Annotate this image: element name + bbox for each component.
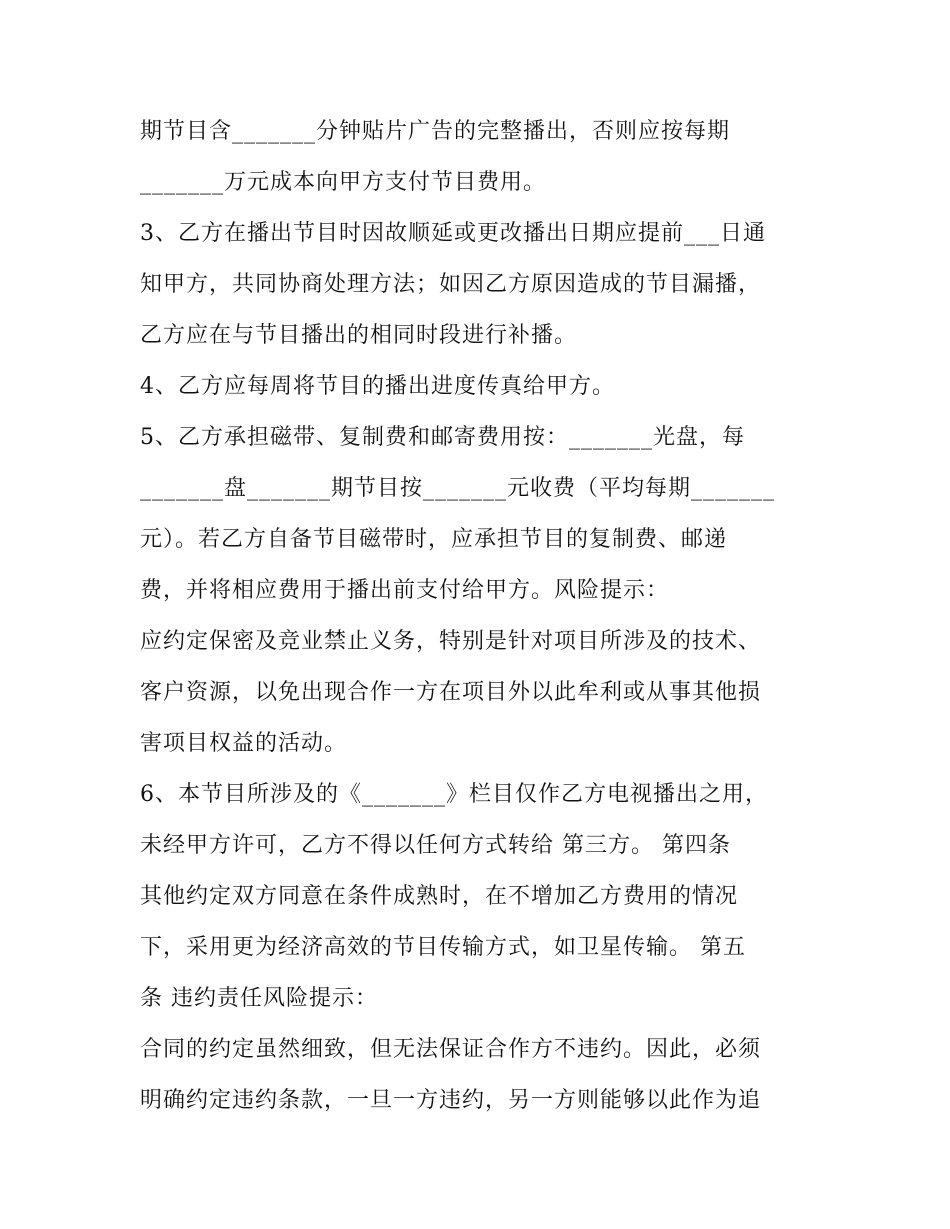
text-line: 未经甲方许可，乙方不得以任何方式转给 第三方。 第四条 [140,833,731,858]
text-line: 知甲方，共同协商处理方法；如因乙方原因造成的节目漏播， [140,272,762,297]
text-line: 元）。若乙方自备节目磁带时，应承担节目的复制费、邮递 [140,527,728,552]
text-line: 其他约定双方同意在条件成熟时，在不增加乙方费用的情况 [140,884,739,909]
text-line: _______盘_______期节目按_______元收费（平均每期_______ [140,476,776,501]
text-line: _______万元成本向甲方支付节目费用。 [140,170,547,195]
text-line: 害项目权益的活动。 [140,731,348,756]
text-line: 应约定保密及竞业禁止义务，特别是针对项目所涉及的技术、 [140,629,762,654]
text-line: 合同的约定虽然细致，但无法保证合作方不违约。因此，必须 [140,1037,762,1062]
text-line: 下，采用更为经济高效的节目传输方式，如卫星传输。 第五 [140,935,746,960]
text-line: 3、乙方在播出节目时因故顺延或更改播出日期应提前___日通 [140,221,766,246]
text-line: 明确约定违约条款，一旦一方违约，另一方则能够以此作为追 [140,1088,762,1113]
text-line: 4、乙方应每周将节目的播出进度传真给甲方。 [140,374,615,399]
text-line: 乙方应在与节目播出的相同时段进行补播。 [140,323,578,348]
text-line: 5、乙方承担磁带、复制费和邮寄费用按：_______光盘，每 [140,425,745,450]
text-line: 客户资源，以免出现合作一方在项目外以此牟利或从事其他损 [140,680,762,705]
document-body [140,106,830,1126]
text-line: 条 违约责任风险提示： [140,986,378,1011]
text-line: 费，并将相应费用于播出前支付给甲方。风险提示： [140,578,670,603]
text-line: 6、本节目所涉及的《_______》栏目仅作乙方电视播出之用， [140,782,768,807]
text-line: 期节目含_______分钟贴片广告的完整播出，否则应按每期 [140,119,731,144]
